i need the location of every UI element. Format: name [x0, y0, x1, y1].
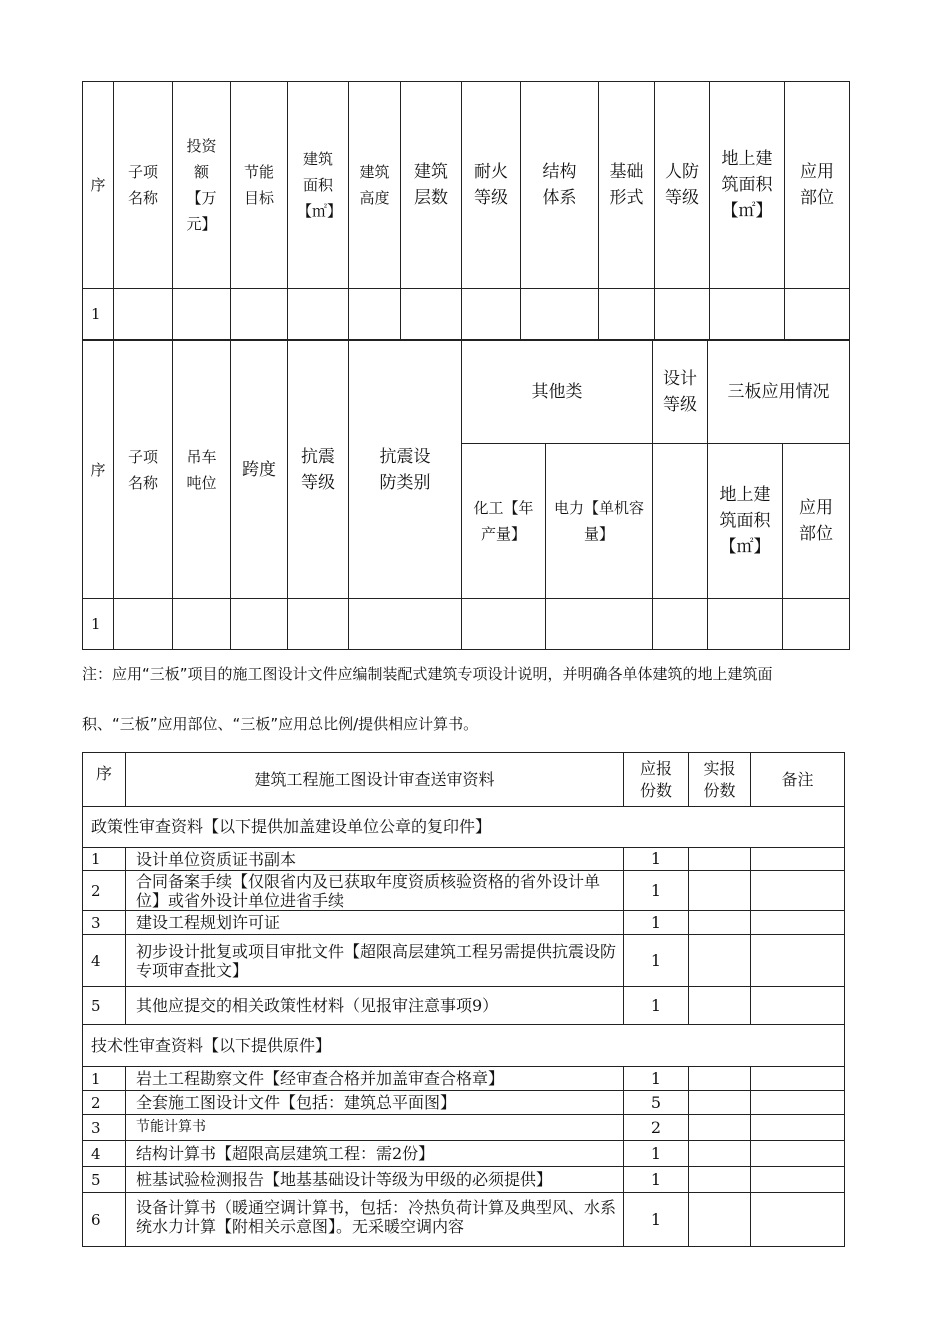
policy-no: 5	[83, 987, 126, 1025]
policy-count: 1	[624, 987, 689, 1025]
header-seismic-grade: 抗震等级	[288, 341, 349, 599]
cell	[689, 911, 751, 935]
tech-count: 5	[624, 1091, 689, 1115]
header-title: 建筑工程施工图设计审查送审资料	[126, 753, 624, 807]
cell	[751, 911, 845, 935]
policy-text: 初步设计批复或项目审批文件【超限高层建筑工程另需提供抗震设防专项审查批文】	[126, 935, 624, 987]
cell	[114, 289, 173, 340]
cell	[288, 289, 349, 340]
header-should: 应报份数	[624, 753, 689, 807]
cell	[689, 987, 751, 1025]
header-power: 电力【单机容量】	[546, 444, 653, 599]
cell	[785, 289, 850, 340]
header-crane: 吊车吨位	[173, 341, 231, 599]
header-span: 跨度	[231, 341, 288, 599]
cell	[689, 1193, 751, 1247]
tech-no: 3	[83, 1115, 126, 1141]
tech-count: 1	[624, 1141, 689, 1167]
header-design-grade: 设计等级	[653, 341, 708, 444]
cell	[689, 1067, 751, 1091]
note-line-2: 积、“三板”应用部位、“三板”应用总比例/提供相应计算书。	[82, 715, 479, 733]
header-name: 子项名称	[114, 82, 173, 289]
cell	[751, 1067, 845, 1091]
cell	[521, 289, 599, 340]
cell	[546, 599, 653, 650]
policy-no: 4	[83, 935, 126, 987]
policy-text: 建设工程规划许可证	[126, 911, 624, 935]
policy-text: 其他应提交的相关政策性材料（见报审注意事项9）	[126, 987, 624, 1025]
header-three-board: 三板应用情况	[708, 341, 850, 444]
cell	[751, 1193, 845, 1247]
submission-table	[82, 752, 845, 1247]
header-ground-area: 地上建筑面积【㎡】	[710, 82, 785, 289]
policy-count: 1	[624, 935, 689, 987]
cell	[401, 289, 462, 340]
tech-text: 设备计算书（暖通空调计算书，包括：冷热负荷计算及典型风、水系统水力计算【附相关示意图】。无采暖空调内容	[126, 1193, 624, 1247]
cell	[751, 1141, 845, 1167]
cell	[173, 599, 231, 650]
cell	[653, 444, 708, 599]
header-seq: 序	[83, 341, 114, 599]
cell	[114, 599, 173, 650]
cell	[689, 1141, 751, 1167]
cell	[751, 1115, 845, 1141]
tech-text: 桩基试验检测报告【地基基础设计等级为甲级的必须提供】	[126, 1167, 624, 1193]
section-technical: 技术性审查资料【以下提供原件】	[83, 1025, 845, 1067]
header-structure: 结构体系	[521, 82, 599, 289]
cell	[751, 987, 845, 1025]
header-seismic-category: 抗震设防类别	[349, 341, 462, 599]
policy-text: 设计单位资质证书副本	[126, 848, 624, 871]
tech-no: 6	[83, 1193, 126, 1247]
tech-count: 1	[624, 1167, 689, 1193]
cell	[689, 871, 751, 911]
policy-count: 1	[624, 848, 689, 871]
cell	[710, 289, 785, 340]
tech-no: 4	[83, 1141, 126, 1167]
policy-count: 1	[624, 911, 689, 935]
tech-text: 节能计算书	[126, 1115, 624, 1141]
row-seq: 1	[83, 289, 114, 340]
header-remark: 备注	[751, 753, 845, 807]
row-seq: 1	[83, 599, 114, 650]
cell	[689, 1115, 751, 1141]
header-foundation: 基础形式	[599, 82, 655, 289]
cell	[653, 599, 708, 650]
tech-count: 1	[624, 1067, 689, 1091]
header-ground-area: 地上建筑面积【㎡】	[708, 444, 783, 599]
policy-no: 3	[83, 911, 126, 935]
cell	[689, 935, 751, 987]
tech-no: 1	[83, 1067, 126, 1091]
tech-text: 结构计算书【超限高层建筑工程：需2份】	[126, 1141, 624, 1167]
header-area: 建筑面积【㎡】	[288, 82, 349, 289]
tech-text: 岩土工程勘察文件【经审查合格并加盖审查合格章】	[126, 1067, 624, 1091]
other-info-table	[82, 340, 850, 650]
cell	[751, 871, 845, 911]
cell	[462, 289, 521, 340]
header-civil: 人防等级	[655, 82, 710, 289]
header-chem: 化工【年产量】	[462, 444, 546, 599]
tech-text: 全套施工图设计文件【包括：建筑总平面图】	[126, 1091, 624, 1115]
cell	[751, 935, 845, 987]
policy-text: 合同备案手续【仅限省内及已获取年度资质核验资格的省外设计单位】或省外设计单位进省手续	[126, 871, 624, 911]
cell	[349, 599, 462, 650]
header-seq: 序	[83, 753, 126, 807]
cell	[288, 599, 349, 650]
header-seq: 序	[83, 82, 114, 289]
section-policy: 政策性审查资料【以下提供加盖建设单位公章的复印件】	[83, 807, 845, 848]
cell	[655, 289, 710, 340]
header-part: 应用部位	[783, 444, 850, 599]
header-actual: 实报份数	[689, 753, 751, 807]
cell	[462, 599, 546, 650]
cell	[231, 289, 288, 340]
cell	[689, 1167, 751, 1193]
tech-count: 2	[624, 1115, 689, 1141]
cell	[231, 599, 288, 650]
cell	[751, 848, 845, 871]
cell	[173, 289, 231, 340]
cell	[751, 1167, 845, 1193]
header-name: 子项名称	[114, 341, 173, 599]
cell	[708, 599, 783, 650]
note-line-1: 注：应用“三板”项目的施工图设计文件应编制装配式建筑专项设计说明，并明确各单体建筑的地上建筑面	[82, 665, 773, 683]
project-info-table	[82, 81, 850, 340]
tech-count: 1	[624, 1193, 689, 1247]
header-height: 建筑高度	[349, 82, 401, 289]
header-part: 应用部位	[785, 82, 850, 289]
header-energy: 节能目标	[231, 82, 288, 289]
header-invest: 投资额【万元】	[173, 82, 231, 289]
header-floors: 建筑层数	[401, 82, 462, 289]
cell	[689, 848, 751, 871]
policy-no: 2	[83, 871, 126, 911]
cell	[599, 289, 655, 340]
cell	[783, 599, 850, 650]
header-other: 其他类	[462, 341, 653, 444]
header-fire: 耐火等级	[462, 82, 521, 289]
policy-no: 1	[83, 848, 126, 871]
tech-no: 5	[83, 1167, 126, 1193]
cell	[751, 1091, 845, 1115]
policy-count: 1	[624, 871, 689, 911]
cell	[689, 1091, 751, 1115]
cell	[349, 289, 401, 340]
tech-no: 2	[83, 1091, 126, 1115]
